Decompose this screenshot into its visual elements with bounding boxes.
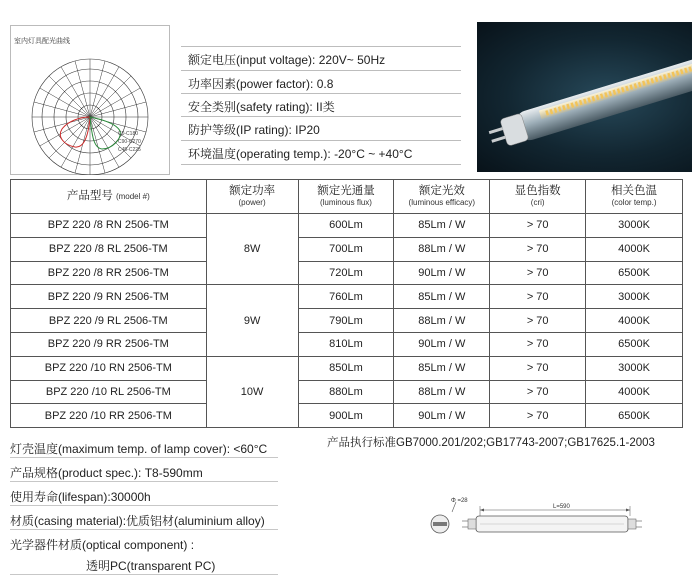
table-row	[11, 309, 683, 333]
note-lifespan: 使用寿命(lifespan):30000h	[10, 490, 151, 504]
cell-luminous-efficacy: 85Lm / W	[394, 356, 490, 380]
cell-model: BPZ 220 /10 RR 2506-TM	[11, 404, 207, 428]
cell-luminous-efficacy: 88Lm / W	[394, 237, 490, 261]
header-cri: 显色指数 (cri)	[490, 180, 586, 214]
cell-luminous-flux: 700Lm	[298, 237, 394, 261]
spec-divider	[181, 164, 461, 165]
cell-luminous-flux: 880Lm	[298, 380, 394, 404]
cell-luminous-flux: 790Lm	[298, 309, 394, 333]
polar-spoke	[61, 117, 90, 167]
cell-model: BPZ 220 /8 RR 2506-TM	[11, 261, 207, 285]
table-row	[11, 285, 683, 309]
spec-power-factor	[188, 75, 333, 92]
spec-divider	[181, 140, 461, 141]
header-power: 额定功率 (power)	[206, 180, 298, 214]
table-row	[11, 214, 683, 238]
cell-model: BPZ 220 /9 RL 2506-TM	[11, 309, 207, 333]
cell-model: BPZ 220 /8 RL 2506-TM	[11, 237, 207, 261]
polar-legend-item: C0-C180	[118, 131, 139, 137]
cell-luminous-flux: 900Lm	[298, 404, 394, 428]
spec-divider	[181, 46, 461, 47]
spec-ip-rating	[188, 121, 320, 138]
cell-cri: > 70	[490, 237, 586, 261]
polar-legend-item: C90-C270	[118, 139, 141, 145]
cell-luminous-efficacy: 88Lm / W	[394, 309, 490, 333]
led-tube-illustration	[477, 22, 692, 172]
cell-power: 9W	[206, 285, 298, 356]
cell-color-temp: 4000K	[586, 237, 683, 261]
note-divider	[10, 457, 278, 458]
table-row	[11, 237, 683, 261]
table-row	[11, 261, 683, 285]
length-label: L=590	[553, 504, 570, 510]
spec-label: 防护等级(IP rating):	[188, 123, 292, 137]
cell-model: BPZ 220 /8 RN 2506-TM	[11, 214, 207, 238]
cell-luminous-efficacy: 90Lm / W	[394, 404, 490, 428]
table-row	[11, 404, 683, 428]
spec-value: II类	[316, 100, 335, 114]
cell-luminous-efficacy: 85Lm / W	[394, 214, 490, 238]
note-divider	[10, 574, 278, 575]
spec-divider	[181, 93, 461, 94]
cell-luminous-flux: 720Lm	[298, 261, 394, 285]
cell-luminous-efficacy: 88Lm / W	[394, 380, 490, 404]
cell-color-temp: 3000K	[586, 356, 683, 380]
cell-model: BPZ 220 /9 RR 2506-TM	[11, 332, 207, 356]
polar-spoke	[49, 117, 90, 158]
note-divider	[10, 505, 278, 506]
spec-value: 0.8	[316, 77, 334, 91]
note-divider	[10, 481, 278, 482]
header-luminous-efficacy: 额定光效 (luminous efficacy)	[394, 180, 490, 214]
cell-color-temp: 3000K	[586, 285, 683, 309]
cell-luminous-efficacy: 90Lm / W	[394, 261, 490, 285]
cell-color-temp: 3000K	[586, 214, 683, 238]
polar-spoke	[40, 117, 90, 146]
spec-table	[10, 179, 683, 428]
spec-value: -20°C ~ +40°C	[334, 147, 413, 161]
header-model: 产品型号 (model #)	[11, 180, 207, 214]
cell-cri: > 70	[490, 332, 586, 356]
cell-luminous-efficacy: 85Lm / W	[394, 285, 490, 309]
note-product-spec: 产品规格(product spec.): T8-590mm	[10, 466, 203, 480]
cell-cri: > 70	[490, 261, 586, 285]
polar-spoke	[40, 88, 90, 117]
cell-luminous-flux: 760Lm	[298, 285, 394, 309]
spec-value: IP20	[295, 123, 320, 137]
cell-cri: > 70	[490, 309, 586, 333]
polar-spoke	[90, 88, 140, 117]
polar-legend-item: C45-C225	[118, 147, 141, 153]
note-lamp-cover-temp: 灯壳温度(maximum temp. of lamp cover): <60°C	[10, 442, 268, 456]
table-header-row	[11, 180, 683, 214]
cell-luminous-flux: 600Lm	[298, 214, 394, 238]
cell-color-temp: 6500K	[586, 404, 683, 428]
tube-dimension-drawing	[418, 494, 658, 542]
diameter-label: Φ =28	[451, 498, 468, 504]
cell-cri: > 70	[490, 356, 586, 380]
cell-color-temp: 6500K	[586, 261, 683, 285]
polar-diagram-title: 室内灯具配光曲线	[14, 38, 70, 45]
cell-color-temp: 4000K	[586, 309, 683, 333]
cell-model: BPZ 220 /10 RN 2506-TM	[11, 356, 207, 380]
cell-luminous-flux: 810Lm	[298, 332, 394, 356]
cell-power: 8W	[206, 214, 298, 285]
cell-cri: > 70	[490, 404, 586, 428]
product-standard: 产品执行标准GB7000.201/202;GB17743-2007;GB17625.1-2003	[327, 437, 655, 449]
spec-divider	[181, 70, 461, 71]
spec-label: 额定电压(input voltage):	[188, 53, 316, 67]
cell-model: BPZ 220 /10 RL 2506-TM	[11, 380, 207, 404]
cell-cri: > 70	[490, 380, 586, 404]
spec-value: 220V~ 50Hz	[318, 53, 386, 67]
cell-color-temp: 4000K	[586, 380, 683, 404]
spec-operating-temp	[188, 145, 412, 162]
cell-cri: > 70	[490, 285, 586, 309]
cell-power: 10W	[206, 356, 298, 427]
polar-diagram	[20, 45, 170, 175]
polar-spoke	[61, 67, 90, 117]
table-row	[11, 380, 683, 404]
header-luminous-flux: 额定光通量 (luminous flux)	[298, 180, 394, 214]
spec-label: 功率因素(power factor):	[188, 77, 314, 91]
note-optical-component: 光学器件材质(optical component) :	[10, 538, 195, 552]
cell-model: BPZ 220 /9 RN 2506-TM	[11, 285, 207, 309]
cell-luminous-flux: 850Lm	[298, 356, 394, 380]
spec-label: 安全类别(safety rating):	[188, 100, 313, 114]
product-photo	[477, 22, 692, 172]
spec-label: 环境温度(operating temp.):	[188, 147, 331, 161]
note-casing-material: 材质(casing material):优质铝材(aluminium alloy)	[10, 514, 265, 528]
table-row	[11, 332, 683, 356]
spec-safety-rating	[188, 98, 335, 115]
cell-color-temp: 6500K	[586, 332, 683, 356]
header-color-temp: 相关色温 (color temp.)	[586, 180, 683, 214]
table-row	[11, 356, 683, 380]
polar-spoke	[90, 76, 131, 117]
note-divider	[10, 529, 278, 530]
spec-divider	[181, 116, 461, 117]
cell-cri: > 70	[490, 214, 586, 238]
polar-spoke	[49, 76, 90, 117]
spec-input-voltage	[188, 51, 385, 68]
note-optical-value: 透明PC(transparent PC)	[86, 559, 216, 573]
cell-luminous-efficacy: 90Lm / W	[394, 332, 490, 356]
polar-spoke	[90, 67, 119, 117]
